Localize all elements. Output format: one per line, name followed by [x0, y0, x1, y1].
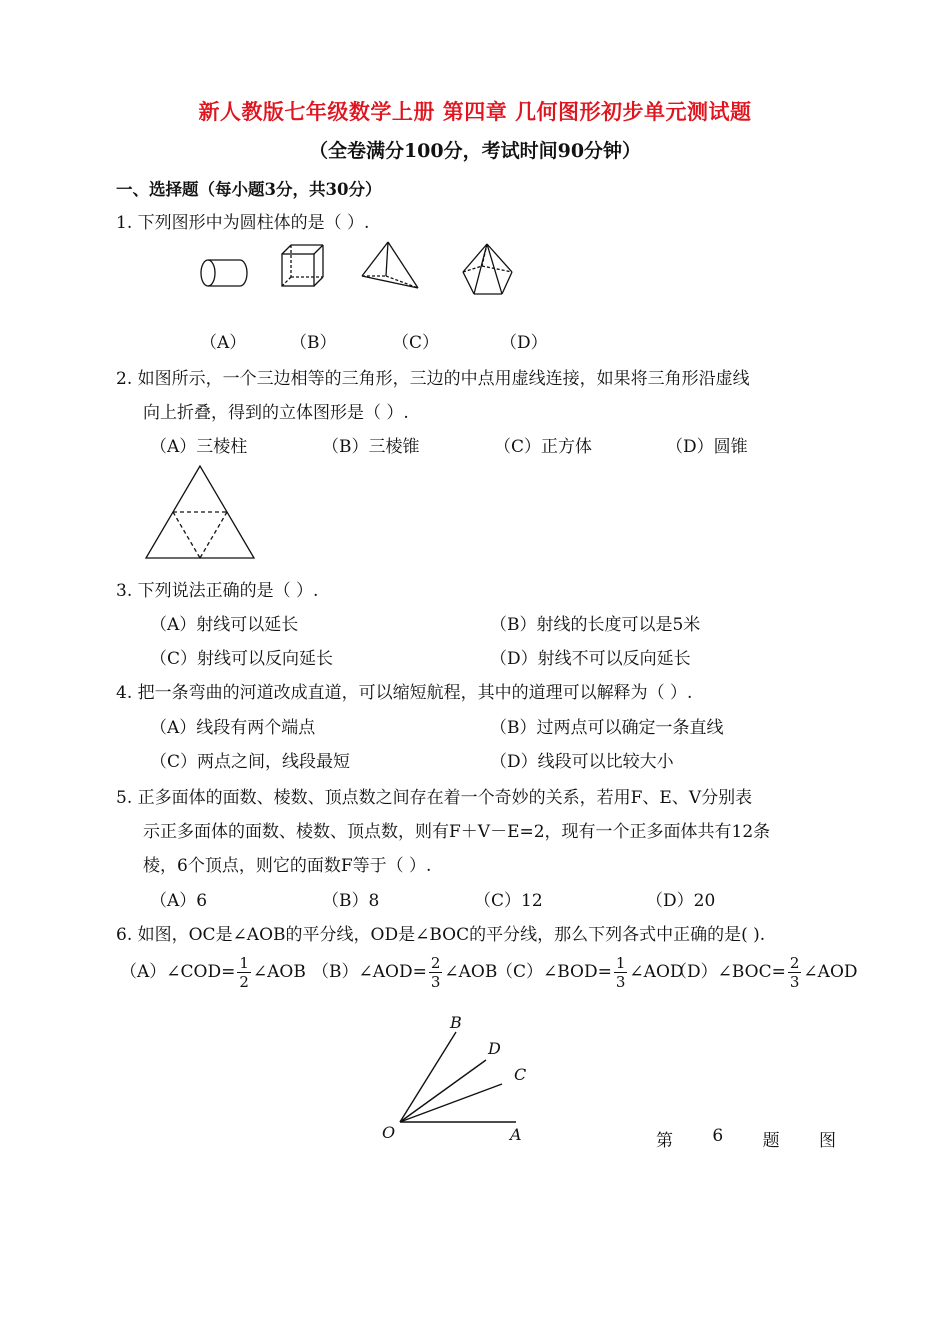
question-1-shapes — [190, 236, 540, 302]
question-6-option-c: （C）∠BOD= $\frac{1}{3}$ ∠AOD — [496, 954, 684, 991]
figure-6-caption — [656, 1126, 836, 1151]
question-2-triangle-figure — [140, 462, 264, 562]
question-5-option-d: （D）20 — [646, 891, 716, 911]
ray-ob — [400, 1032, 456, 1122]
question-5-option-b: （B）8 — [322, 891, 380, 911]
question-2-option-d: （D）圆锥 — [666, 437, 748, 457]
question-6-text: 6. 如图，OC是∠AOB的平分线，OD是∠BOC的平分线，那么下列各式中正确的是( ). — [116, 925, 766, 945]
question-6-option-d: （D）∠BOC= $\frac{2}{3}$ ∠AOD — [670, 954, 858, 991]
question-5-option-c: （C）12 — [474, 891, 543, 911]
page-subtitle: （全卷满分100分，考试时间90分钟） — [308, 140, 642, 162]
caption-char: 第 — [656, 1131, 673, 1151]
question-2-option-b: （B）三棱锥 — [322, 437, 420, 457]
question-2-line-1: 2. 如图所示，一个三边相等的三角形，三边的中点用虚线连接，如果将三角形沿虚线 — [116, 369, 750, 389]
point-label-a: A — [510, 1125, 522, 1144]
page-title: 新人教版七年级数学上册 第四章 几何图形初步单元测试题 — [198, 99, 752, 124]
question-2-option-a: （A）三棱柱 — [150, 437, 248, 457]
point-label-c: C — [514, 1065, 527, 1084]
question-1-option-d: （D） — [500, 333, 548, 353]
point-label-d: D — [488, 1039, 501, 1058]
point-label-b: B — [450, 1013, 462, 1032]
question-4-option-a: （A）线段有两个端点 — [150, 718, 316, 738]
question-4-option-c: （C）两点之间，线段最短 — [150, 752, 351, 772]
ray-od — [400, 1060, 486, 1122]
question-5-line-1: 5. 正多面体的面数、棱数、顶点数之间存在着一个奇妙的关系，若用F、E、V分别表 — [116, 788, 753, 808]
question-4-text: 4. 把一条弯曲的河道改成直道，可以缩短航程，其中的道理可以解释为（ ）. — [116, 683, 693, 703]
ray-oc — [400, 1084, 502, 1122]
question-6-option-b: （B）∠AOD= $\frac{2}{3}$ ∠AOB — [312, 954, 498, 991]
triangular-pyramid-icon — [362, 242, 418, 288]
question-3-option-a: （A）射线可以延长 — [150, 615, 299, 635]
cylinder-icon — [201, 260, 247, 286]
question-1-option-a: （A） — [200, 333, 247, 353]
question-2-line-2: 向上折叠，得到的立体图形是（ ）. — [143, 403, 409, 423]
question-5-line-3: 棱，6个顶点，则它的面数F等于（ ）. — [143, 856, 432, 876]
question-4-option-b: （B）过两点可以确定一条直线 — [490, 718, 724, 738]
question-3-option-c: （C）射线可以反向延长 — [150, 649, 334, 669]
question-1-option-c: （C） — [392, 333, 440, 353]
question-3-text: 3. 下列说法正确的是（ ）. — [116, 581, 319, 601]
cube-icon — [282, 245, 323, 286]
caption-char: 6 — [712, 1126, 724, 1146]
question-1-option-b: （B） — [290, 333, 337, 353]
caption-char: 图 — [819, 1131, 836, 1151]
question-5-option-a: （A）6 — [150, 891, 208, 911]
pentagonal-pyramid-icon — [463, 244, 512, 294]
question-1-text: 1. 下列图形中为圆柱体的是（ ）. — [116, 213, 370, 233]
question-3-option-b: （B）射线的长度可以是5米 — [490, 615, 701, 635]
caption-char: 题 — [762, 1131, 780, 1151]
point-label-o: O — [382, 1123, 396, 1142]
question-6-angle-figure — [376, 1008, 546, 1148]
question-3-option-d: （D）射线不可以反向延长 — [490, 649, 691, 669]
question-4-option-d: （D）线段可以比较大小 — [490, 752, 674, 772]
question-2-option-c: （C）正方体 — [494, 437, 593, 457]
section-heading: 一、选择题（每小题3分，共30分） — [116, 180, 382, 199]
question-5-line-2: 示正多面体的面数、棱数、顶点数，则有F＋V－E=2，现有一个正多面体共有12条 — [143, 822, 771, 842]
question-6-option-a: （A）∠COD= $\frac{1}{2}$ ∠AOB — [120, 954, 306, 991]
